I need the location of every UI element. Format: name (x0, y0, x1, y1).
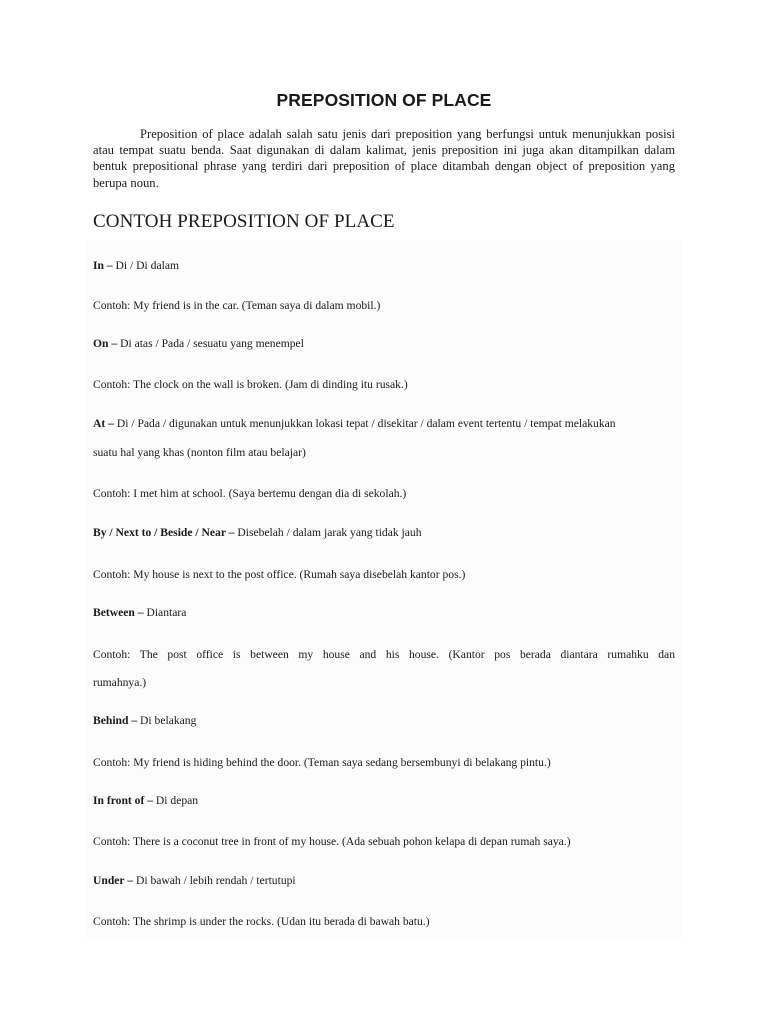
section-title: CONTOH PREPOSITION OF PLACE (93, 211, 395, 232)
term-next-to: By / Next to / Beside / Near – (93, 526, 235, 539)
meaning-on: Di atas / Pada / sesuatu yang menempel (117, 337, 304, 350)
example-under: Contoh: The shrimp is under the rocks. (Udan itu berada di bawah batu.) (93, 915, 430, 928)
definition-in (93, 259, 675, 273)
term-in-front-of: In front of – (93, 794, 154, 807)
definition-in-front-of (93, 794, 675, 808)
meaning-in-front-of: Di depan (153, 794, 199, 807)
definition-behind (93, 714, 675, 728)
term-behind: Behind – (93, 714, 138, 727)
meaning-at: Di / Pada / digunakan untuk menunjukkan lokasi tepat / disekitar / dalam event tertentu / tempat melakukan (113, 417, 616, 430)
term-on: On – (93, 337, 118, 350)
example-in-front-of: Contoh: There is a coconut tree in front of my house. (Ada sebuah pohon kelapa di depan rumah saya.) (93, 835, 571, 848)
page-title: PREPOSITION OF PLACE (276, 90, 492, 110)
meaning-under: Di bawah / lebih rendah / tertutupi (133, 874, 296, 887)
term-in: In – (93, 259, 113, 272)
definition-at (93, 417, 675, 431)
definition-next-to (93, 526, 675, 540)
meaning-behind: Di belakang (137, 714, 197, 727)
example-at: Contoh: I met him at school. (Saya bertemu dengan dia di sekolah.) (93, 487, 407, 500)
example-between: Contoh: The post office is between my house and his house. (Kantor pos berada diantara rumahku dan (93, 648, 675, 661)
example-behind: Contoh: My friend is hiding behind the door. (Teman saya sedang bersembunyi di belakang pintu.) (93, 756, 551, 769)
term-at: At – (93, 417, 114, 430)
term-under: Under – (93, 874, 134, 887)
intro-paragraph: Preposition of place adalah salah satu jenis dari preposition yang berfungsi untuk menunjukkan posisi atau tempat suatu benda. Saat digunakan di dalam kalimat, jenis preposition ini juga akan ditampilkan dalam bentuk prepositional phrase yang terdiri dari preposition of place ditambah dengan object of preposition yang berupa noun. (93, 127, 675, 190)
meaning-in: Di / Di dalam (112, 259, 179, 272)
definition-between (93, 606, 675, 620)
example-between-continued: rumahnya.) (93, 676, 147, 689)
meaning-next-to: Disebelah / dalam jarak yang tidak jauh (234, 526, 422, 539)
definition-on (93, 337, 675, 351)
example-next-to: Contoh: My house is next to the post office. (Rumah saya disebelah kantor pos.) (93, 568, 466, 581)
example-in: Contoh: My friend is in the car. (Teman saya di dalam mobil.) (93, 299, 381, 312)
definition-at-continued: suatu hal yang khas (nonton film atau belajar) (93, 446, 306, 459)
meaning-between: Diantara (143, 606, 187, 619)
example-on: Contoh: The clock on the wall is broken. (Jam di dinding itu rusak.) (93, 378, 408, 391)
term-between: Between – (93, 606, 144, 619)
definition-under (93, 874, 675, 888)
